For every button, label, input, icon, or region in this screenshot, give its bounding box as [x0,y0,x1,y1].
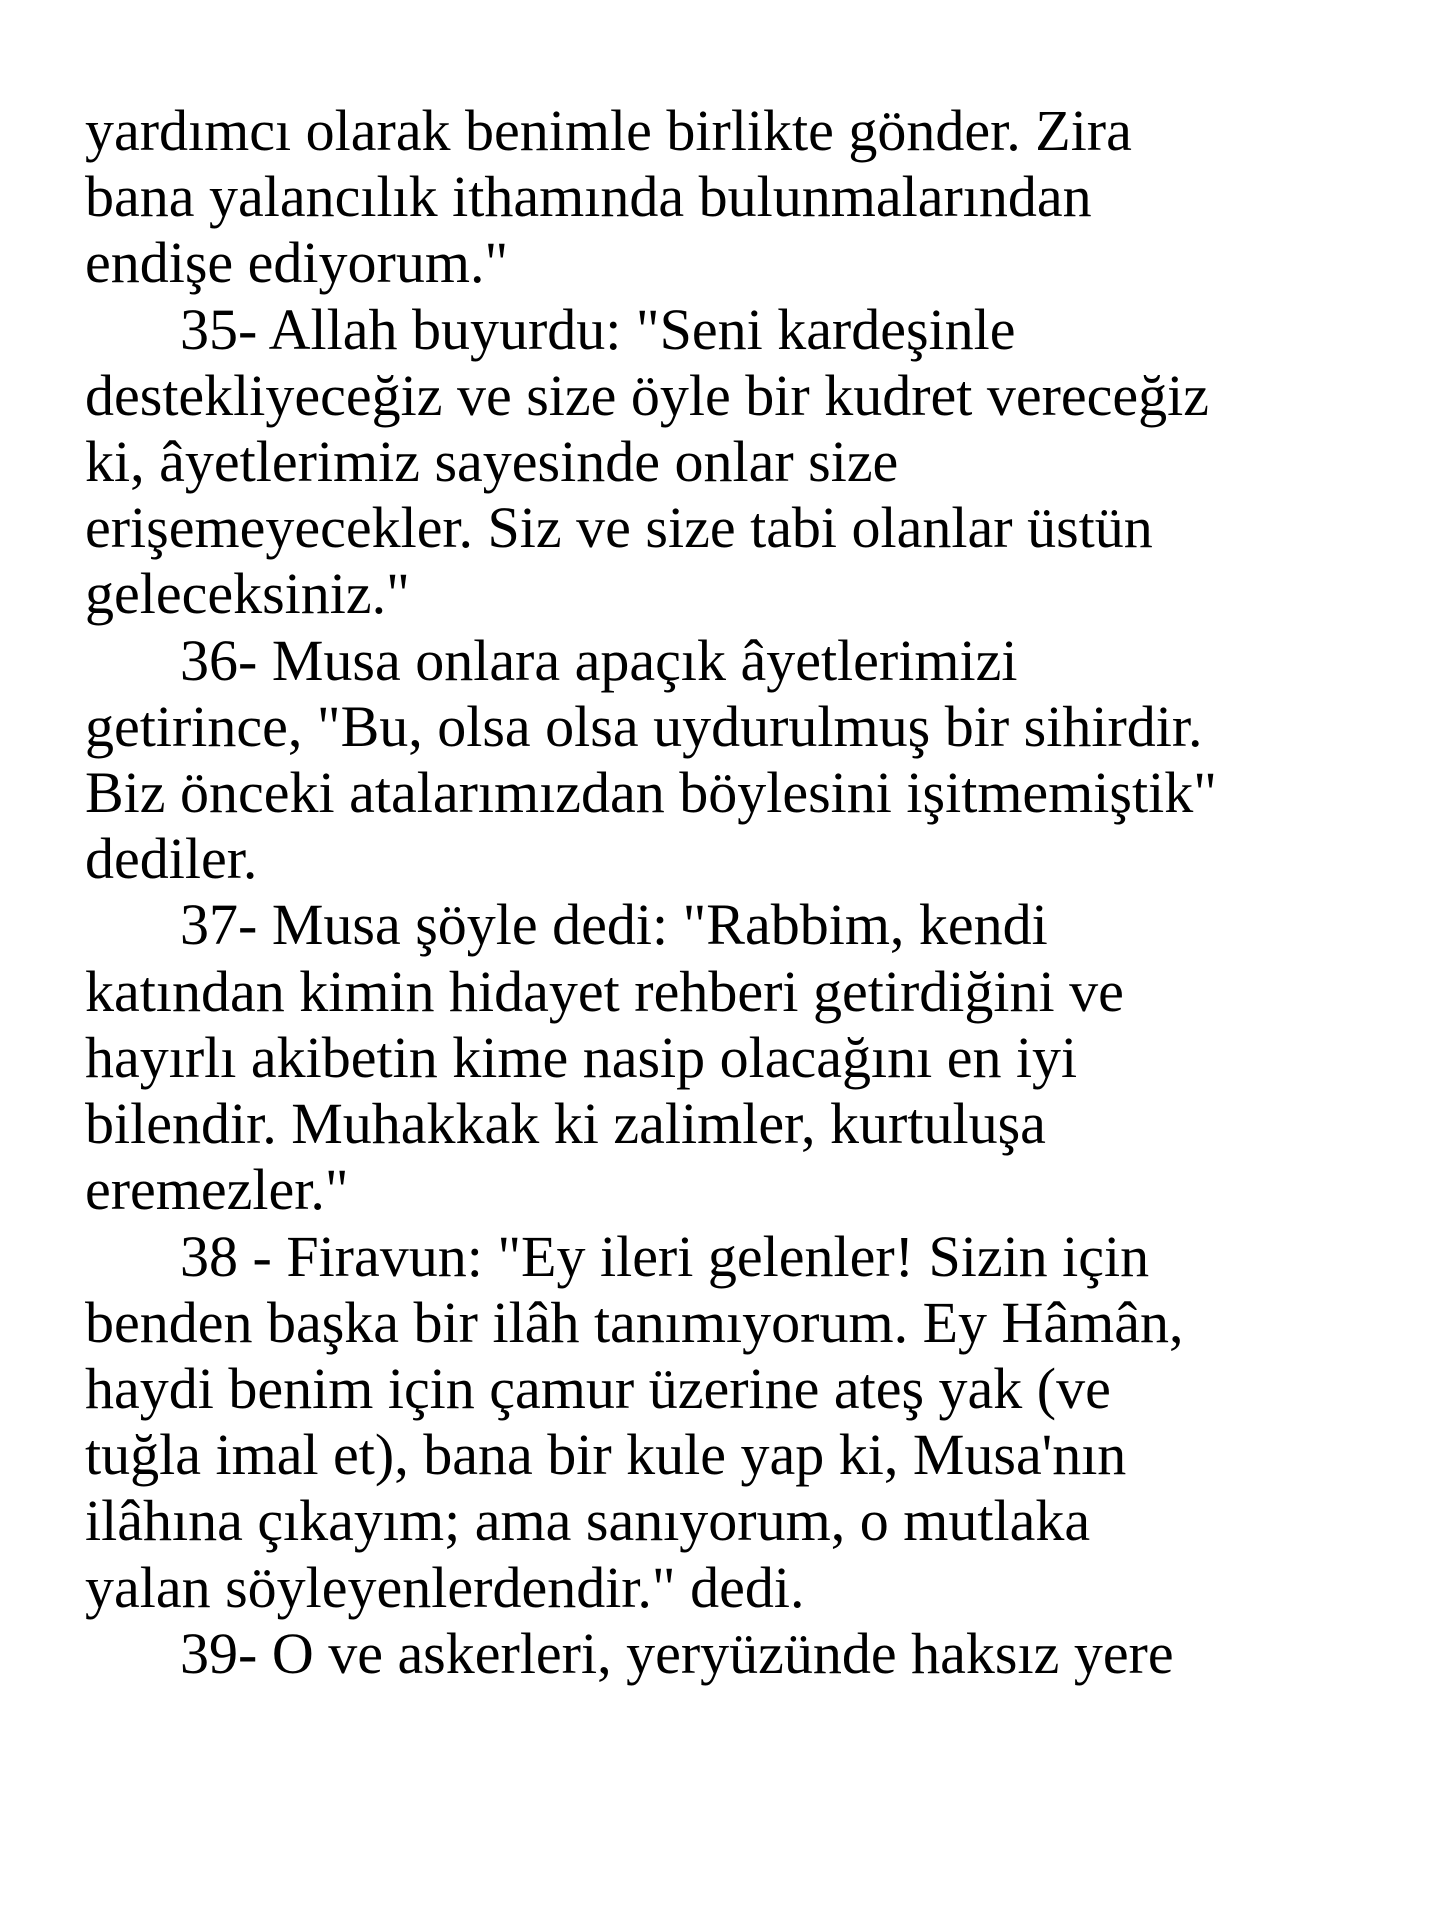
text-line: ki, âyetlerimiz sayesinde onlar size [85,429,899,494]
text-line: haydi benim için çamur üzerine ateş yak (ve [85,1356,1111,1421]
text-line: yardımcı olarak benimle birlikte gönder. Zira [85,98,1132,163]
text-line: geleceksiniz." [85,561,410,626]
verse-37-start: 37- Musa şöyle dedi: "Rabbim, kendi [180,892,1048,957]
text-line: erişemeyecekler. Siz ve size tabi olanlar üstün [85,495,1153,560]
verse-38-start: 38 - Firavun: "Ey ileri gelenler! Sizin için [180,1224,1150,1289]
verse-39-start: 39- O ve askerleri, yeryüzünde haksız yere [180,1621,1174,1686]
text-line: dediler. [85,826,258,891]
verse-36-start: 36- Musa onlara apaçık âyetlerimizi [180,628,1018,693]
text-line: tuğla imal et), bana bir kule yap ki, Musa'nın [85,1422,1127,1487]
text-line: Biz önceki atalarımızdan böylesini işitmemiştik" [85,760,1217,825]
text-line: katından kimin hidayet rehberi getirdiğini ve [85,959,1124,1024]
text-line: bana yalancılık ithamında bulunmalarından [85,164,1092,229]
text-line: getirince, "Bu, olsa olsa uydurulmuş bir sihirdir. [85,694,1203,759]
text-line: yalan söyleyenlerdendir." dedi. [85,1555,805,1620]
text-line: destekliyeceğiz ve size öyle bir kudret vereceğiz [85,363,1210,428]
text-line: hayırlı akibetin kime nasip olacağını en iyi [85,1025,1078,1090]
text-line: benden başka bir ilâh tanımıyorum. Ey Hâmân, [85,1290,1184,1355]
text-line: ilâhına çıkayım; ama sanıyorum, o mutlaka [85,1488,1091,1553]
text-line: endişe ediyorum." [85,230,509,295]
text-line: bilendir. Muhakkak ki zalimler, kurtuluşa [85,1091,1046,1156]
text-line: eremezler." [85,1157,349,1222]
verse-35-start: 35- Allah buyurdu: "Seni kardeşinle [180,297,1016,362]
